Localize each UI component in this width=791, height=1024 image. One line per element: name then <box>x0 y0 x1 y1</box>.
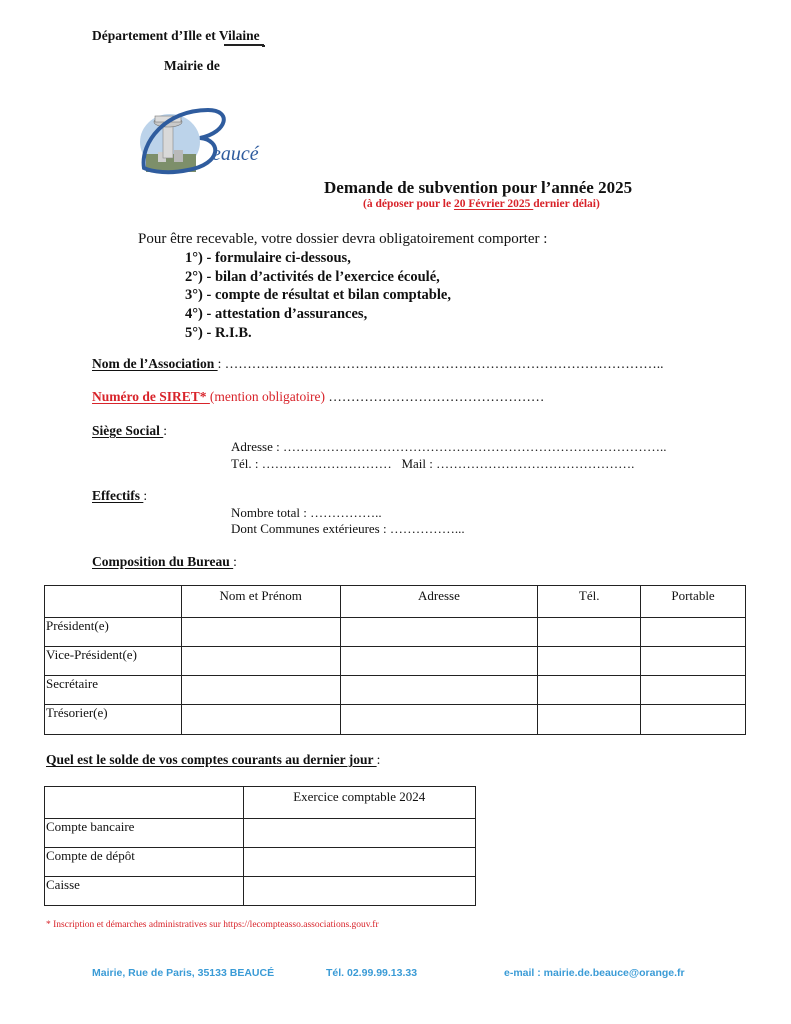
table-row <box>45 647 746 676</box>
bureau-heading: Composition du Bureau : <box>92 554 237 569</box>
mail-blank[interactable]: ………………………………………. <box>436 456 635 471</box>
association-name-blank[interactable]: …………………………………………………………………………………….. <box>224 356 664 371</box>
footer-email[interactable]: e-mail : mairie.de.beauce@orange.fr <box>504 967 685 979</box>
table-header-row <box>45 586 746 618</box>
column-header: Portable <box>641 586 746 618</box>
table-cell[interactable] <box>641 647 746 676</box>
table-cell[interactable] <box>538 618 641 647</box>
siret-footnote: * Inscription et démarches administratives sur https://lecompteasso.associations.gouv.fr <box>46 920 379 930</box>
table-row <box>45 618 746 647</box>
row-label: Président(e) <box>45 618 182 647</box>
footer-address: Mairie, Rue de Paris, 35133 BEAUCÉ <box>92 967 275 979</box>
deadline-date: 20 Février 2025 <box>453 198 534 210</box>
column-header: Nom et Prénom <box>181 586 340 618</box>
requirements-list <box>185 249 451 343</box>
row-label: Secrétaire <box>45 676 182 705</box>
table-cell[interactable] <box>340 676 538 705</box>
requirement-item: 3°) - compte de résultat et bilan comptable, <box>185 287 451 304</box>
table-cell[interactable] <box>641 676 746 705</box>
table-cell[interactable] <box>641 705 746 735</box>
table-cell[interactable] <box>243 848 475 877</box>
communes-exterieures-field[interactable] <box>231 521 465 537</box>
table-header-row <box>45 787 476 819</box>
column-header: Tél. <box>538 586 641 618</box>
separator-dot <box>262 45 265 47</box>
adresse-label: Adresse : <box>231 439 283 454</box>
communes-exterieures-blank[interactable]: ……………... <box>389 521 465 536</box>
column-header <box>45 787 244 819</box>
nombre-total-field[interactable] <box>231 505 382 521</box>
comptes-table <box>44 786 476 906</box>
deadline-note <box>363 198 600 210</box>
table-cell[interactable] <box>243 877 475 906</box>
department-heading: Département d’Ille et Vilaine <box>92 28 260 43</box>
table-row <box>45 819 476 848</box>
beauce-logo <box>136 102 264 178</box>
footer-phone: Tél. 02.99.99.13.33 <box>326 967 418 979</box>
table-cell[interactable] <box>538 676 641 705</box>
table-cell[interactable] <box>538 647 641 676</box>
siege-social-heading: Siège Social : <box>92 423 168 438</box>
requirement-item: 4°) - attestation d’assurances, <box>185 306 368 323</box>
comptes-heading: Quel est le solde de vos comptes courants au dernier jour : <box>46 752 381 767</box>
requirement-item: 5°) - R.I.B. <box>185 324 252 341</box>
table-cell[interactable] <box>340 705 538 735</box>
column-header <box>45 586 182 618</box>
row-label: Compte bancaire <box>45 819 244 848</box>
row-label: Compte de dépôt <box>45 848 244 877</box>
adresse-field[interactable] <box>231 439 667 455</box>
association-name-field[interactable]: Nom de l’Association : …………………………………………………………………………………….. <box>92 356 664 371</box>
mail-label: Mail : <box>401 456 437 471</box>
siret-note: (mention obligatoire) <box>209 389 329 404</box>
requirements-intro: Pour être recevable, votre dossier devra obligatoirement comporter : <box>138 231 548 247</box>
siret-label: Numéro de SIRET* <box>92 389 210 404</box>
table-cell[interactable] <box>181 676 340 705</box>
table-cell[interactable] <box>340 647 538 676</box>
table-cell[interactable] <box>538 705 641 735</box>
bureau-table <box>44 585 746 735</box>
logo-text: eaucé <box>212 143 259 165</box>
row-label: Caisse <box>45 877 244 906</box>
table-cell[interactable] <box>243 819 475 848</box>
tel-label: Tél. : <box>231 456 262 471</box>
column-header: Exercice comptable 2024 <box>243 787 475 819</box>
siege-social-label: Siège Social <box>92 423 164 438</box>
row-label: Vice-Président(e) <box>45 647 182 676</box>
table-row <box>45 848 476 877</box>
separator-line <box>224 44 264 46</box>
association-name-label: Nom de l’Association <box>92 356 218 371</box>
row-label: Trésorier(e) <box>45 705 182 735</box>
table-cell[interactable] <box>641 618 746 647</box>
mairie-heading: Mairie de <box>164 58 220 73</box>
table-row <box>45 676 746 705</box>
effectifs-heading: Effectifs : <box>92 488 148 503</box>
nombre-total-label: Nombre total : <box>231 505 311 520</box>
tel-mail-field[interactable] <box>231 456 634 472</box>
communes-exterieures-label: Dont Communes extérieures : <box>231 521 390 536</box>
requirement-item: 1°) - formulaire ci-dessous, <box>185 250 351 266</box>
table-cell[interactable] <box>340 618 538 647</box>
bureau-heading-label: Composition du Bureau <box>92 554 234 569</box>
siret-field[interactable] <box>92 389 544 405</box>
logo-icon <box>136 102 264 178</box>
nombre-total-blank[interactable]: …………….. <box>310 505 382 520</box>
comptes-heading-label: Quel est le solde de vos comptes courants au dernier jour <box>46 752 377 767</box>
table-row <box>45 705 746 735</box>
tel-blank[interactable]: ………………………… <box>261 456 395 471</box>
deadline-suffix: dernier délai) <box>533 198 600 210</box>
effectifs-label: Effectifs <box>92 488 144 503</box>
table-cell[interactable] <box>181 618 340 647</box>
table-cell[interactable] <box>181 647 340 676</box>
table-row <box>45 877 476 906</box>
table-cell[interactable] <box>181 705 340 735</box>
deadline-prefix: (à déposer pour le <box>363 198 454 210</box>
siret-blank[interactable]: ………………………………………… <box>328 389 545 404</box>
page-title: Demande de subvention pour l’année 2025 <box>324 178 633 197</box>
requirement-item: 2°) - bilan d’activités de l’exercice écoulé, <box>185 268 440 285</box>
adresse-blank[interactable]: …………………………………………………………………………….. <box>283 439 667 454</box>
column-header: Adresse <box>340 586 538 618</box>
